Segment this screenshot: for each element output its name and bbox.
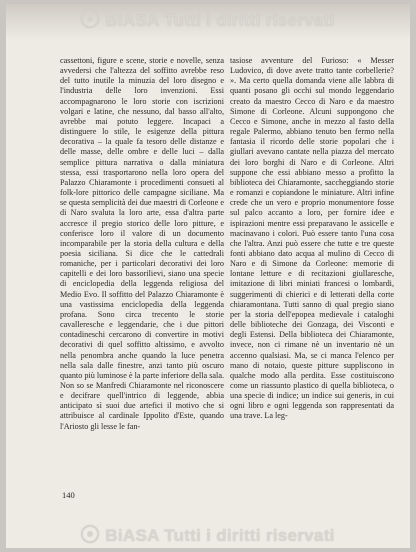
watermark-bottom-text: BiASA Tutti i diritti riservati: [105, 526, 335, 545]
left-text-column: [60, 56, 224, 432]
right-column-text: tasiose avventure del Furioso: « Messer Ludovico, di dove avete tratto tante corbellerie? ». Ma certo quella domanda viene alle labbra di quanti posano gli occhi sul mondo leggendario creato da maestro Cecco di Naro e da maestro Simone di Corleone. Alcuni suppongono che Cecco e Simone, anche in mezzo al fasto della regale Palermo, abbiano tenuto ben fermo nella fantasia il ricordo delle storie popolari che i giullari avevano cantate nella piazza del mercato dei loro borghi di Naro e di Corleone. Altri suppone che essi abbiano messo a profitto la biblioteca dei Chiaramonte, saccheggiando storie e romanzi e copiandone le miniature. Altri infine crede che un vero e proprio monumentore fosse sul palco accanto a loro, per fornire idee e ispirazioni mentre essi preparavano le assicelle e macinavano i colori. Può essere tanto l'una cosa che l'altra. Anzi può essere che tutte e tre queste fonti abbiano dato acqua al mulino di Cecco di Naro e di Simone da Corleone: memorie di lontane letture e di recitazioni giullaresche, imitazione di libri miniati francesi o lombardi, suggerimenti di chierici e di letterati della corte chiaramontana. Tutti sanno di qual pregio siano per la storia dell'epopea medievale i cataloghi delle biblioteche dei Gonzaga, dei Visconti e degli Estensi. Della biblioteca dei Chiaramonte, invece, non ci rimane nè un inventario nè un accenno qualsiasi. Ma, se ci manca l'elenco per mano di notaio, queste pitture suppliscono in qualche modo alla perdita. Esse costituiscono come un riassunto plastico di quella biblioteca, o una specie di indice; un indice sui generis, in cui ogni libro e ogni leggenda son rappresentati da una trave. La leg-: [230, 56, 394, 421]
right-text-column: [230, 56, 394, 422]
biasa-logo-icon: [81, 10, 99, 28]
scanned-page: [6, 4, 410, 548]
page-number: 140: [62, 490, 75, 500]
left-column-text: cassettoni, figure e scene, storie e novelle, senza avvedersi che l'altezza del soffitto avrebbe reso del tutto inutile la minuzia del loro disegno e l'industria delle loro invenzioni. Essi accompagnarono le loro storie con iscrizioni volgari e latine, che nessuno, dal basso all'alto, avrebbe mai potuto leggere. Incapaci a distinguere lo stile, le esigenze della pittura decorativa – la quale fa tesoro delle distanze e delle masse, delle ombre e delle luci – dalla semplice pittura narrativa o dalla miniatura stessa, essi trasportarono nella loro opera del Palazzo Chiaramonte i procedimenti consueti al folk-lore pittorico delle campagne siciliane. Ma se questa semplicità dei due maestri di Corleone e di Naro svaluta la loro arte, essa d'altra parte accresce il pregio storico delle loro pitture, e conferisce loro il valore di un documento incomparabile per la storia della cultura e della poesia siciliana. Si dice che le cattedrali romaniche, per i particolari decorativi dei loro capitelli e dei loro bassorilievi, siano una specie di enciclopedia della leggenda religiosa del Medio Evo. Il soffitto del Palazzo Chiaramonte è una vastissima enciclopedia della leggenda profana. Sono circa trecento le storie cavalleresche e leggendarie, che i due pittori contadineschi cercarono di convertire in motivi decorativi di quel soffitto altissimo, e avvolto nella penombra anche quando la luce penetra nella sala dalle finestre, anzi tanto più oscuro quanto più luminose è la parte inferiore della sala. Non so se Manfredi Chiaramonte nel riconoscere e decifrare quell'intrico di leggende, abbia anticipato sì suoi due artefici il motivo che si attribuisce al cardinale Ippolito d'Este, quando l'Ariosto gli lesse le fan-: [60, 56, 224, 431]
biasa-logo-icon: [81, 525, 99, 543]
watermark-top-text: BiASA Tutti i diritti riservati: [105, 11, 335, 30]
watermark-top: [6, 10, 410, 31]
watermark-bottom: [6, 525, 410, 546]
